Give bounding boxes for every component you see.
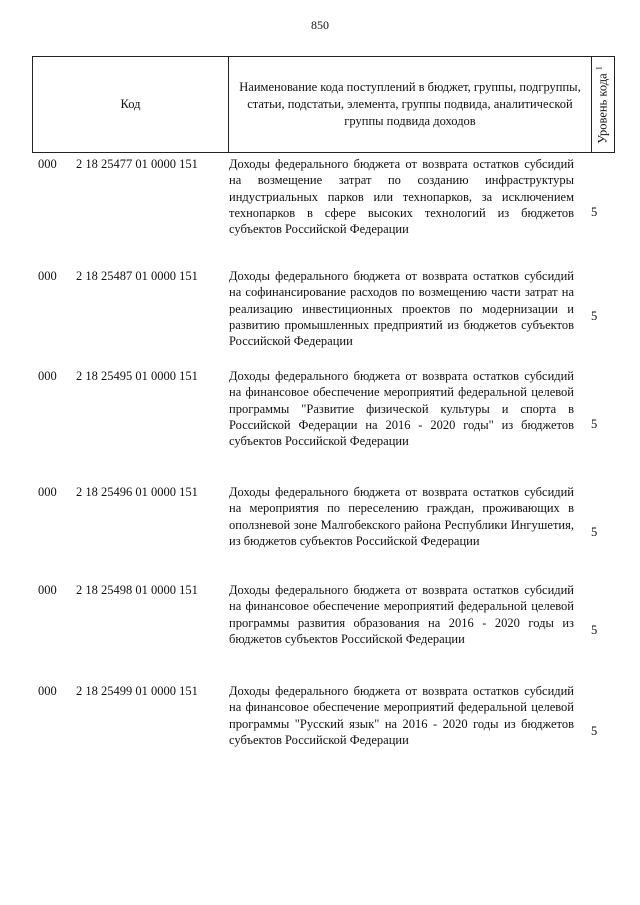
income-name: Доходы федерального бюджета от возврата остатков субсидий на возмещение затрат по созданию инфраструктуры индустриальных парков или технопарков, за исключением технопарков в сфере высоких технологий из бюджетов субъектов Российской Федерации: [229, 157, 574, 237]
header-level-footnote: 1: [594, 65, 604, 70]
income-name: Доходы федерального бюджета от возврата остатков субсидий на финансовое обеспечение мероприятий федеральной целевой программы "Русский язык" на 2016 - 2020 годы из бюджетов субъектов Российской Федерации: [229, 684, 574, 747]
header-level: [595, 66, 612, 144]
page-number: 850: [311, 18, 329, 32]
income-name: Доходы федерального бюджета от возврата остатков субсидий на финансовое обеспечение мероприятий федеральной целевой программы "Развитие физической культуры и спорта в Российской Федерации на 2016 - 2020 годы" из бюджетов субъектов Российской Федерации: [229, 369, 574, 449]
income-code: 2 18 25498 01 0000 151: [76, 583, 198, 597]
income-name: Доходы федерального бюджета от возврата остатков субсидий на финансовое обеспечение мероприятий федеральной целевой программы развития образования на 2016 - 2020 годы из бюджетов субъектов Российской Федерации: [229, 583, 574, 646]
header-name: Наименование кода поступлений в бюджет, группы, подгруппы, статьи, подстатьи, элемента, группы подвида, аналитической группы подвида доходов: [229, 57, 592, 153]
income-code: 2 18 25495 01 0000 151: [76, 369, 198, 383]
income-code: 2 18 25499 01 0000 151: [76, 684, 198, 698]
admin-code: 000: [38, 583, 57, 597]
admin-code: 000: [38, 369, 57, 383]
admin-code: 000: [38, 684, 57, 698]
income-name: Доходы федерального бюджета от возврата остатков субсидий на софинансирование расходов по возмещению части затрат на реализацию инвестиционных проектов по модернизации и развитию промышленных предприятий из бюджетов субъектов Российской Федерации: [229, 269, 574, 349]
header-level-label: Уровень кода: [595, 72, 610, 144]
code-level: 5: [591, 623, 598, 637]
income-code: 2 18 25496 01 0000 151: [76, 485, 198, 499]
income-code: 2 18 25487 01 0000 151: [76, 269, 198, 283]
income-name: Доходы федерального бюджета от возврата остатков субсидий на мероприятия по переселению граждан, проживающих в оползневой зоне Малгобекского района Республики Ингушетия, из бюджетов субъектов Российской Федерации: [229, 485, 574, 548]
code-level: 5: [591, 724, 598, 738]
header-level-cell: [592, 57, 615, 153]
income-code: 2 18 25477 01 0000 151: [76, 157, 198, 171]
code-level: 5: [591, 205, 598, 219]
admin-code: 000: [38, 269, 57, 283]
table-header: [32, 56, 615, 153]
header-code: Код: [33, 57, 229, 153]
admin-code: 000: [38, 485, 57, 499]
code-level: 5: [591, 309, 598, 323]
code-level: 5: [591, 417, 598, 431]
code-level: 5: [591, 525, 598, 539]
admin-code: 000: [38, 157, 57, 171]
